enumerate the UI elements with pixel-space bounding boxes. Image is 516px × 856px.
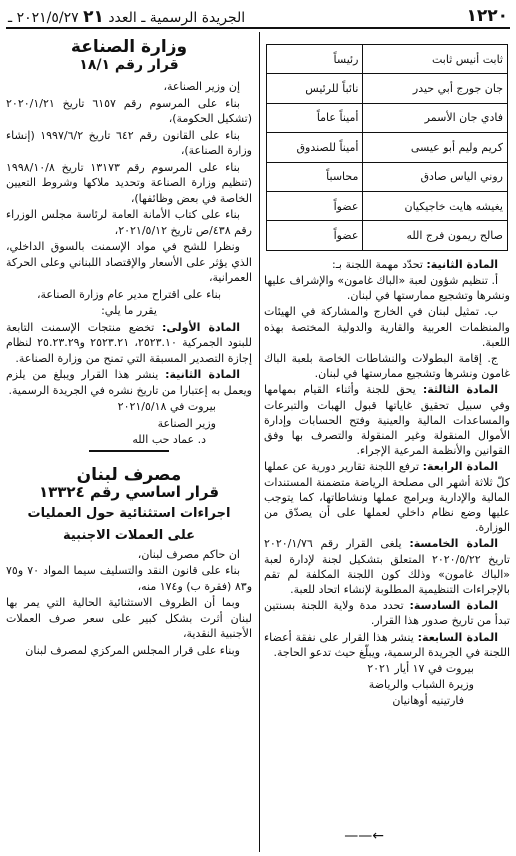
intro: إن وزير الصناعة، xyxy=(163,80,240,93)
signer-name-industry: د. عماد حب الله xyxy=(132,433,206,446)
member-role: نائباً للرئيس xyxy=(267,74,363,103)
task-a: أ. تنظيم شؤون لعبة «الباك غامون» والإشراف عليها ونشرها وتشجيع ممارستها في لبنان. xyxy=(264,273,510,303)
column-divider xyxy=(259,32,260,852)
member-role: عضواً xyxy=(267,191,363,220)
article-7-youth: المادة السابعة: ينشر هذا القرار على نفقة أعضاء اللجنة في الجريدة الرسمية، ويبلّغ حيث تدعو الحاجة. xyxy=(264,630,510,659)
article-3-youth: المادة الثالثة: يحق للجنة وأثناء القيام بمهامها وفي سبيل تحقيق غاياتها قبول الهبات والتبرعات والمساعدات المالية والعينية وفتح الحسابات وإدارة الأموال المنقولة وغير المنقولة والتصرف بها وفق القوانين والأنظمة المرعية الإجراء. xyxy=(264,383,510,458)
basis-1: بناء على المرسوم رقم ٦١٥٧ تاريخ ٢٠٢٠/١/٢١ (تشكيل الحكومة)، xyxy=(6,96,252,125)
article-4-youth: المادة الرابعة: ترفع اللجنة تقارير دورية عن عملها كلّ ثلاثة أشهر الى مصلحة الرياضة متضمنة المستندات المالية والإدارية وبرامج عملها ونشاطاتها، كما يتوجب عليها وضع نظام داخلي لعملها على أن يصدّق من الوزارة. xyxy=(264,460,510,535)
member-role: محاسباً xyxy=(267,162,363,191)
basis-4: بناء على كتاب الأمانة العامة لرئاسة مجلس الوزراء رقم ٤٣٨/ص تاريخ ٢٠٢١/٥/١٢، xyxy=(6,208,252,237)
member-name: روني الياس صادق xyxy=(363,162,508,191)
bank-basis-1: بناء على قانون النقد والتسليف سيما المواد ٧٠ و٧٥ و٨٣ (فقرة ب) و١٧٤ منه، xyxy=(6,564,252,593)
continuation-arrow-icon: ←—— xyxy=(344,828,384,844)
basis-6: بناء على اقتراح مدير عام وزارة الصناعة، xyxy=(36,287,222,301)
member-name: صالح ريمون فرج الله xyxy=(363,221,508,250)
ministry-title: وزارة الصناعة xyxy=(70,37,188,57)
issue-number: ٢١ xyxy=(83,7,104,27)
basis-3: بناء على المرسوم رقم ١٣١٧٣ تاريخ ١٩٩٨/١٠/٨ (تنظيم وزارة الصناعة وتحديد ملاكها وشروط التعيين الخاصة في بعض وظائفها)، xyxy=(6,160,252,205)
decision-number: قرار رقم ١٨/١ xyxy=(79,56,179,73)
right-column xyxy=(264,40,510,710)
bank-basis-3: وبناء على قرار المجلس المركزي لمصرف لبنان xyxy=(25,643,240,657)
left-column xyxy=(6,37,252,659)
signer-title-industry: وزير الصناعة xyxy=(157,416,216,430)
bank-intro: ان حاكم مصرف لبنان، xyxy=(137,547,240,561)
subject-line-2: على العملات الاجنبية xyxy=(62,527,196,543)
issue-date: ٢٠٢١/٥/٢٧ ـ xyxy=(8,10,79,26)
article-5-youth: المادة الخامسة: يلغى القرار رقم ٢٠٢٠/١/٧٦ تاريخ ٢٠٢٠/٥/٢٢ المتعلق بتشكيل لجنة لإدارة لعبة «الباك غامون» وذلك كون اللجنة المكلفة لم تقم بالإجراءات التنظيمية المطلوبة لإنشاء اتحاد للعبة. xyxy=(264,537,510,596)
task-b: ب. تمثيل لبنان في الخارج والمشاركة في الهيئات والمنظمات العربية والقارية والدولية المختصة بهذه اللعبة. xyxy=(264,305,510,349)
committee-row xyxy=(267,191,508,220)
article-6-youth: المادة السادسة: تحدد مدة ولاية اللجنة بسنتين تبدأ من تاريخ صدور هذا القرار. xyxy=(264,599,510,628)
signer-title-youth: وزيرة الشباب والرياضة xyxy=(368,678,474,692)
basic-decision-number: قرار اساسي رقم ١٣٣٢٤ xyxy=(38,483,220,501)
member-name: كريم وليم أبو عيسى xyxy=(363,133,508,162)
member-role: رئيساً xyxy=(267,45,363,74)
signer-name-youth: فارتينيه أوهانيان xyxy=(392,694,464,708)
article-1-industry: المادة الأولى: تخضع منتجات الإسمنت التابعة للبنود الجمركية ٢٥٢٣.١٠، ٢٥٢٣.٢١ و٢٥.٢٣.٢٩ لنظام إجازة التصدير المسبقة التي تمنح من وزارة الصناعة. xyxy=(6,320,252,365)
gazette-name: الجريدة الرسمية ـ العدد xyxy=(108,10,246,26)
section-separator xyxy=(89,450,169,462)
basis-2: بناء على القانون رقم ٦٤٢ تاريخ ١٩٩٧/٦/٢ (إنشاء وزارة الصناعة)، xyxy=(6,128,252,157)
committee-row xyxy=(267,45,508,74)
place-date-industry: بيروت في ٢٠٢١/٥/١٨ xyxy=(117,400,216,413)
page-header xyxy=(6,6,510,26)
member-name: فادي جان الأسمر xyxy=(363,103,508,132)
member-role: عضواً xyxy=(267,221,363,250)
committee-row xyxy=(267,103,508,132)
decides: يقرر ما يلي: xyxy=(101,304,157,317)
bank-basis-2: وبما أن الظروف الاستثنائية الحالية التي يمر بها لبنان أثرت بشكل كبير على سعر صرف العملات الأجنبية النقدية، xyxy=(6,596,252,640)
subject-line-1: اجراءات استثنائية حول العمليات xyxy=(27,505,231,521)
committee-row xyxy=(267,221,508,250)
member-name: جان جورج أبي حيدر xyxy=(363,74,508,103)
committee-row xyxy=(267,162,508,191)
member-role: أميناً عاماً xyxy=(267,103,363,132)
member-name: ثابت أنيس ثابت xyxy=(363,45,508,74)
gazette-title xyxy=(8,7,245,27)
place-date-youth: بيروت في ١٧ أيار ٢٠٢١ xyxy=(367,662,474,676)
committee-table xyxy=(266,44,508,251)
committee-row xyxy=(267,74,508,103)
header-rule xyxy=(6,27,510,29)
committee-row xyxy=(267,133,508,162)
bank-title: مصرف لبنان xyxy=(76,464,182,485)
member-role: أميناً للصندوق xyxy=(267,133,363,162)
page-number: ١٢٢٠ xyxy=(466,6,508,26)
basis-5: ونظرا للشح في مواد الإسمنت بالسوق الداخلي، الذي يؤثر على الأسعار والإقتصاد اللبناني وعلى الحركة العمرانية، xyxy=(6,240,252,284)
task-c: ج. إقامة البطولات والنشاطات الخاصة بلعبة الباك غامون ونشرها وتشجيع ممارستها في لبنان. xyxy=(264,351,510,381)
member-name: يغيشه هايت خاجيكيان xyxy=(363,191,508,220)
article-2-youth: المادة الثانية: تحدّد مهمة اللجنة بـ: xyxy=(332,257,498,271)
article-2-industry: المادة الثانية: ينشر هذا القرار ويبلغ من يلزم ويعمل به إعتبارا من تاريخ نشره في الجريدة الرسمية. xyxy=(6,368,252,397)
